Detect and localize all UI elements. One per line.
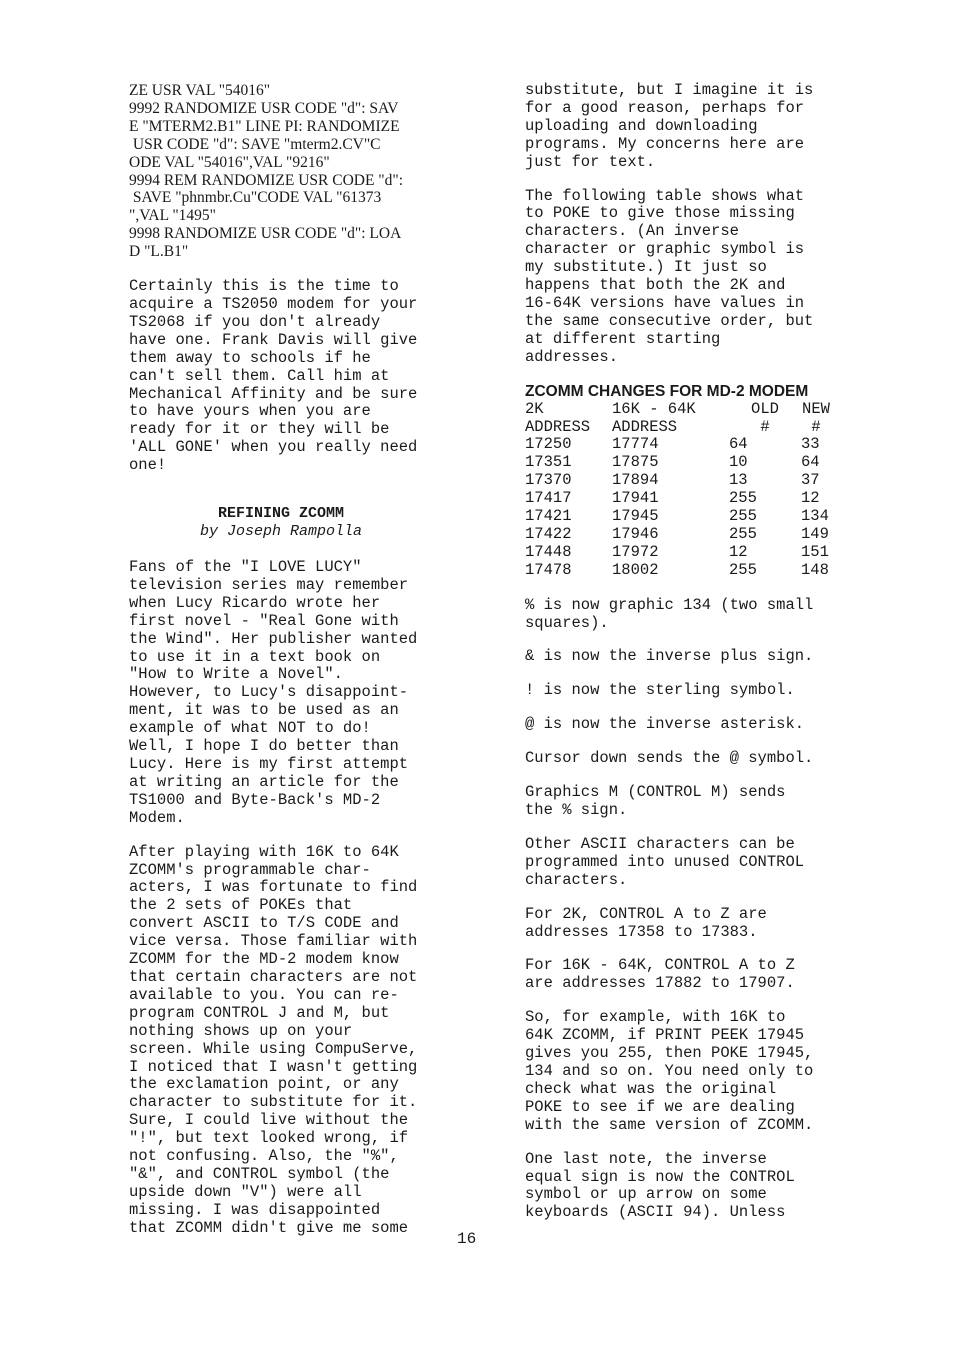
table-row [525,472,831,490]
article-heading [129,505,433,541]
note-other-ascii: Other ASCII characters can be programmed into unused CONTROL characters. [525,834,805,889]
table-row [525,490,831,508]
table-cell: 255 [729,507,757,526]
header-cell: NEW [802,399,830,418]
page-number: 16 [457,1230,477,1248]
table-cell: 64 [801,453,820,472]
zcomm-changes-table [525,401,831,580]
table-cell: 10 [729,453,748,472]
table-cell: 17448 [525,542,572,561]
table-row [525,544,831,562]
table-row [525,454,831,472]
table-cell: 17351 [525,453,572,472]
after-playing-paragraph: After playing with 16K to 64K ZCOMM's programmable char- acters, I was fortunate to find the 2 sets of POKEs that convert ASCII to T/S CODE and vice versa. Those familiar with ZCOMM for the MD-2 modem know that certain characters are not available to you. You can re- program CONTROL J and M, but nothing shows up on your screen. While using CompuServe, I noticed that I wasn't getting the exclamation point, or any character to substitute for it. Sure, I could live without the "!", but text looked wrong, if not confusing. Also, the "%", "&", and CONTROL symbol (the upside down "V") were all missing. I was disappointed that ZCOMM didn't give me some [129,842,418,1237]
table-cell: 64 [729,435,748,454]
table-cell: 255 [729,560,757,579]
table-header-row [525,401,831,419]
table-cell: 18002 [612,560,659,579]
table-cell: 17417 [525,489,572,508]
table-cell: 37 [801,471,820,490]
left-column [129,82,433,1254]
header-cell: # [760,417,770,436]
table-cell: 255 [729,489,757,508]
table-row [525,562,831,580]
note-2k-addresses: For 2K, CONTROL A to Z are addresses 17358 to 17383. [525,904,767,941]
note-graphics-m: Graphics M (CONTROL M) sends the % sign. [525,783,786,819]
table-cell: 148 [801,560,829,579]
table-cell: 17894 [612,471,659,490]
following-table-paragraph: The following table shows what to POKE to give those missing characters. (An inverse character or graphic symbol is my substitute.) It just so happens that both the 2K and 16-64K versions have values in the same consecutive order, but at different starting addresses. [525,186,814,366]
header-cell: 16K - 64K [612,399,696,418]
note-example: So, for example, with 16K to 64K ZCOMM, if PRINT PEEK 17945 gives you 255, then POKE 17945, 134 and so on. You need only to check what was the original POKE to see if we are dealing with the same version of ZCOMM. [525,1008,814,1134]
header-cell: OLD [751,399,779,418]
table-row [525,526,831,544]
header-cell: ADDRESS [612,417,678,436]
table-cell: 17250 [525,435,572,454]
table-cell: 255 [729,524,757,543]
header-cell: # [811,417,821,436]
article-author: by Joseph Rampolla [199,523,363,541]
note-at-sign: @ is now the inverse asterisk. [525,715,805,734]
table-cell: 17774 [612,435,659,454]
table-row [525,436,831,454]
table-row [525,508,831,526]
lucy-paragraph: Fans of the "I LOVE LUCY" television series may remember when Lucy Ricardo wrote her first novel - "Real Gone with the Wind". Her publisher wanted to use it in a text book on "How to Write a Novel". However, to Lucy's disappoint- ment, it was to be used as an example of what NOT to do! Well, I hope I do better than Lucy. Here is my first attempt at writing an article for the TS1000 and Byte-Back's MD-2 Modem. [129,558,418,827]
table-cell: 151 [801,542,829,561]
basic-code-listing: ZE USR VAL "54016" 9992 RANDOMIZE USR CODE "d": SAV E "MTERM2.B1" LINE PI: RANDOMIZE USR CODE "d": SAVE "mterm2.CV"C ODE VAL "54016",VAL "9216" 9994 REM RANDOMIZE USR CODE "d": SAVE "phnmbr.Cu"CODE VAL "61373 ",VAL "1495" 9998 RANDOMIZE USR CODE "d": LOA D "L.B1" [129,82,404,261]
ts2050-paragraph: Certainly this is the time to acquire a TS2050 modem for your TS2068 if you don't already have one. Frank Davis will give them away to schools if he can't sell them. Call him at Mechanical Affinity and be sure to have yours when you are ready for it or they will be 'ALL GONE' when you really need one! [129,277,418,475]
note-exclamation: ! is now the sterling symbol. [525,681,795,700]
table-cell: 17941 [612,489,659,508]
table-cell: 17972 [612,542,659,561]
table-cell: 17946 [612,524,659,543]
note-cursor-down: Cursor down sends the @ symbol. [525,749,814,768]
table-header-row [525,419,831,437]
note-ampersand: & is now the inverse plus sign. [525,647,814,666]
table-cell: 17875 [612,453,659,472]
table-cell: 12 [729,542,748,561]
note-16k-addresses: For 16K - 64K, CONTROL A to Z are addresses 17882 to 17907. [525,956,795,993]
table-cell: 17422 [525,524,572,543]
substitute-paragraph: substitute, but I imagine it is for a good reason, perhaps for uploading and downloading programs. My concerns here are just for text. [525,81,814,171]
right-column [525,82,831,1238]
header-cell: ADDRESS [525,417,591,436]
table-cell: 33 [801,435,820,454]
header-cell: 2K [525,399,544,418]
table-cell: 134 [801,507,829,526]
note-percent: % is now graphic 134 (two small squares). [525,595,814,632]
article-title: REFINING ZCOMM [217,505,345,523]
table-title: ZCOMM CHANGES FOR MD-2 MODEM [525,382,809,400]
table-cell: 12 [801,489,820,508]
table-cell: 13 [729,471,748,490]
table-cell: 17370 [525,471,572,490]
table-cell: 17421 [525,507,572,526]
table-cell: 17945 [612,507,659,526]
table-cell: 149 [801,524,829,543]
note-last: One last note, the inverse equal sign is now the CONTROL symbol or up arrow on some keyboards (ASCII 94). Unless [525,1149,795,1222]
table-cell: 17478 [525,560,572,579]
